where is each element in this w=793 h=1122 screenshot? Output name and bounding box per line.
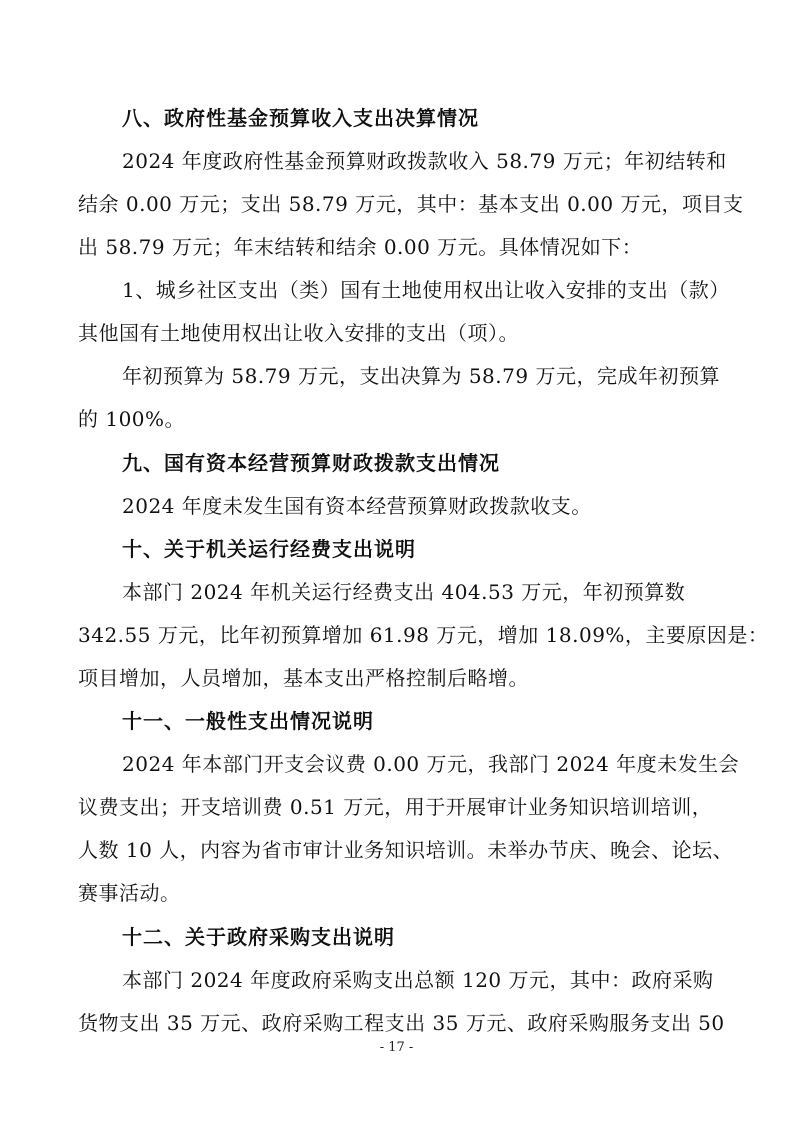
section-heading-12: 十二、关于政府采购支出说明 — [122, 925, 395, 949]
paragraph-line: 的 100%。 — [78, 407, 186, 431]
paragraph-line: 其他国有土地使用权出让收入安排的支出（项）。 — [78, 321, 519, 345]
paragraph-line: 人数 10 人，内容为省市审计业务知识培训。未举办节庆、晚会、论坛、 — [78, 838, 734, 862]
paragraph-line: 2024 年度政府性基金预算财政拨款收入 58.79 万元；年初结转和 — [122, 149, 727, 173]
section-heading-10: 十、关于机关运行经费支出说明 — [122, 537, 416, 561]
paragraph-line: 本部门 2024 年度政府采购支出总额 120 万元，其中：政府采购 — [122, 968, 714, 992]
paragraph-line: 2024 年本部门开支会议费 0.00 万元，我部门 2024 年度未发生会 — [122, 752, 740, 776]
paragraph-line: 议费支出；开支培训费 0.51 万元，用于开展审计业务知识培训培训， — [78, 795, 713, 819]
paragraph-line: 1、城乡社区支出（类）国有土地使用权出让收入安排的支出（款） — [122, 278, 730, 302]
paragraph-line: 赛事活动。 — [78, 881, 181, 905]
paragraph-line: 342.55 万元，比年初预算增加 61.98 万元，增加 18.09%，主要原因是： — [78, 623, 769, 647]
paragraph-line: 年初预算为 58.79 万元，支出决算为 58.79 万元，完成年初预算 — [122, 364, 720, 388]
section-heading-9: 九、国有资本经营预算财政拨款支出情况 — [122, 451, 500, 475]
paragraph-line: 结余 0.00 万元；支出 58.79 万元，其中：基本支出 0.00 万元，项目支 — [78, 192, 744, 216]
page-number: - 17 - — [379, 1040, 414, 1055]
section-heading-11: 十一、一般性支出情况说明 — [122, 709, 374, 733]
section-heading-8: 八、政府性基金预算收入支出决算情况 — [122, 106, 479, 130]
paragraph-line: 项目增加，人员增加，基本支出严格控制后略增。 — [78, 666, 529, 690]
paragraph-line: 货物支出 35 万元、政府采购工程支出 35 万元、政府采购服务支出 50 — [78, 1011, 725, 1035]
paragraph-line: 本部门 2024 年机关运行经费支出 404.53 万元，年初预算数 — [122, 580, 686, 604]
paragraph-line: 2024 年度未发生国有资本经营预算财政拨款收支。 — [122, 494, 592, 518]
paragraph-line: 出 58.79 万元；年末结转和结余 0.00 万元。具体情况如下： — [78, 235, 643, 259]
